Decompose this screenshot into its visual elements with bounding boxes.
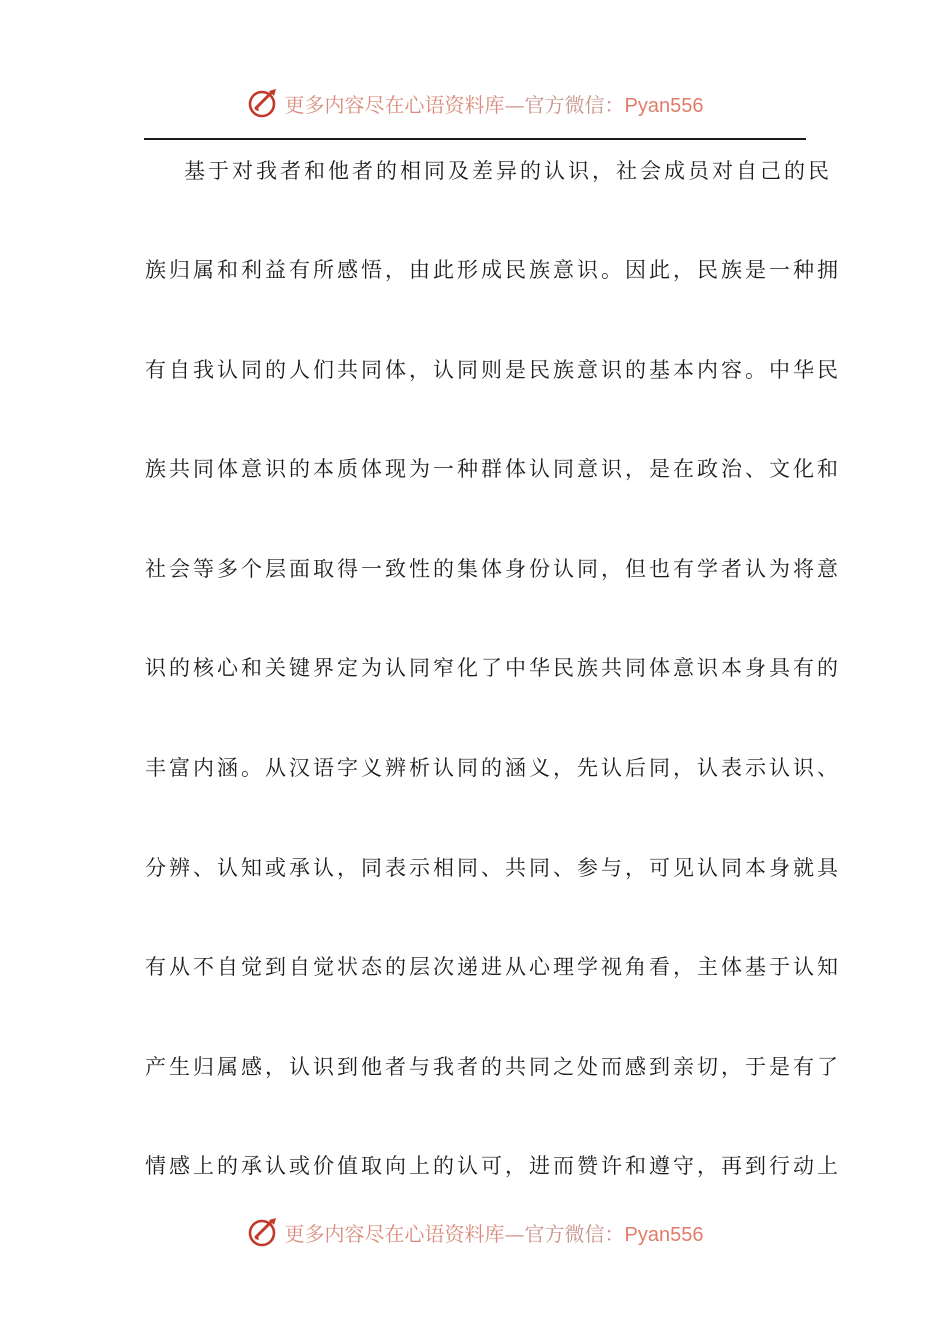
banner-label: 官方微信： — [524, 92, 625, 117]
header-banner — [0, 83, 950, 123]
body-line: 分辨、认知或承认，同表示相同、共同、参与，可见认同本身就具 — [145, 856, 841, 880]
banner-text — [285, 1218, 704, 1247]
body-line: 产生归属感，认识到他者与我者的共同之处而感到亲切，于是有了 — [145, 1055, 841, 1079]
banner-text — [285, 89, 704, 118]
body-line: 基于对我者和他者的相同及差异的认识，社会成员对自己的民 — [184, 159, 832, 183]
footer-banner — [0, 1212, 950, 1252]
banner-dash: — — [504, 1221, 525, 1246]
body-line: 族归属和利益有所感悟，由此形成民族意识。因此，民族是一种拥 — [145, 258, 841, 282]
body-line: 情感上的承认或价值取向上的认可，进而赞许和遵守，再到行动上 — [145, 1154, 841, 1178]
body-line: 有自我认同的人们共同体，认同则是民族意识的基本内容。中华民 — [145, 358, 841, 382]
body-line: 社会等多个层面取得一致性的集体身份认同，但也有学者认为将意 — [145, 557, 841, 581]
banner-prefix: 更多内容尽在心语资料库 — [284, 1221, 505, 1246]
banner-label: 官方微信： — [524, 1221, 625, 1246]
body-line: 丰富内涵。从汉语字义辨析认同的涵义，先认后同，认表示认识、 — [145, 756, 841, 780]
banner-prefix: 更多内容尽在心语资料库 — [284, 92, 505, 117]
header-rule — [144, 138, 806, 140]
body-line: 识的核心和关键界定为认同窄化了中华民族共同体意识本身具有的 — [145, 656, 841, 680]
body-line: 族共同体意识的本质体现为一种群体认同意识，是在政治、文化和 — [145, 457, 841, 481]
banner-wechat-id: Pyan556 — [624, 1223, 704, 1246]
banner-wechat-id: Pyan556 — [624, 94, 704, 117]
pen-logo-icon — [247, 86, 281, 120]
pen-logo-icon — [247, 1215, 281, 1249]
banner-dash: — — [504, 92, 525, 117]
body-line: 有从不自觉到自觉状态的层次递进从心理学视角看，主体基于认知 — [145, 955, 841, 979]
